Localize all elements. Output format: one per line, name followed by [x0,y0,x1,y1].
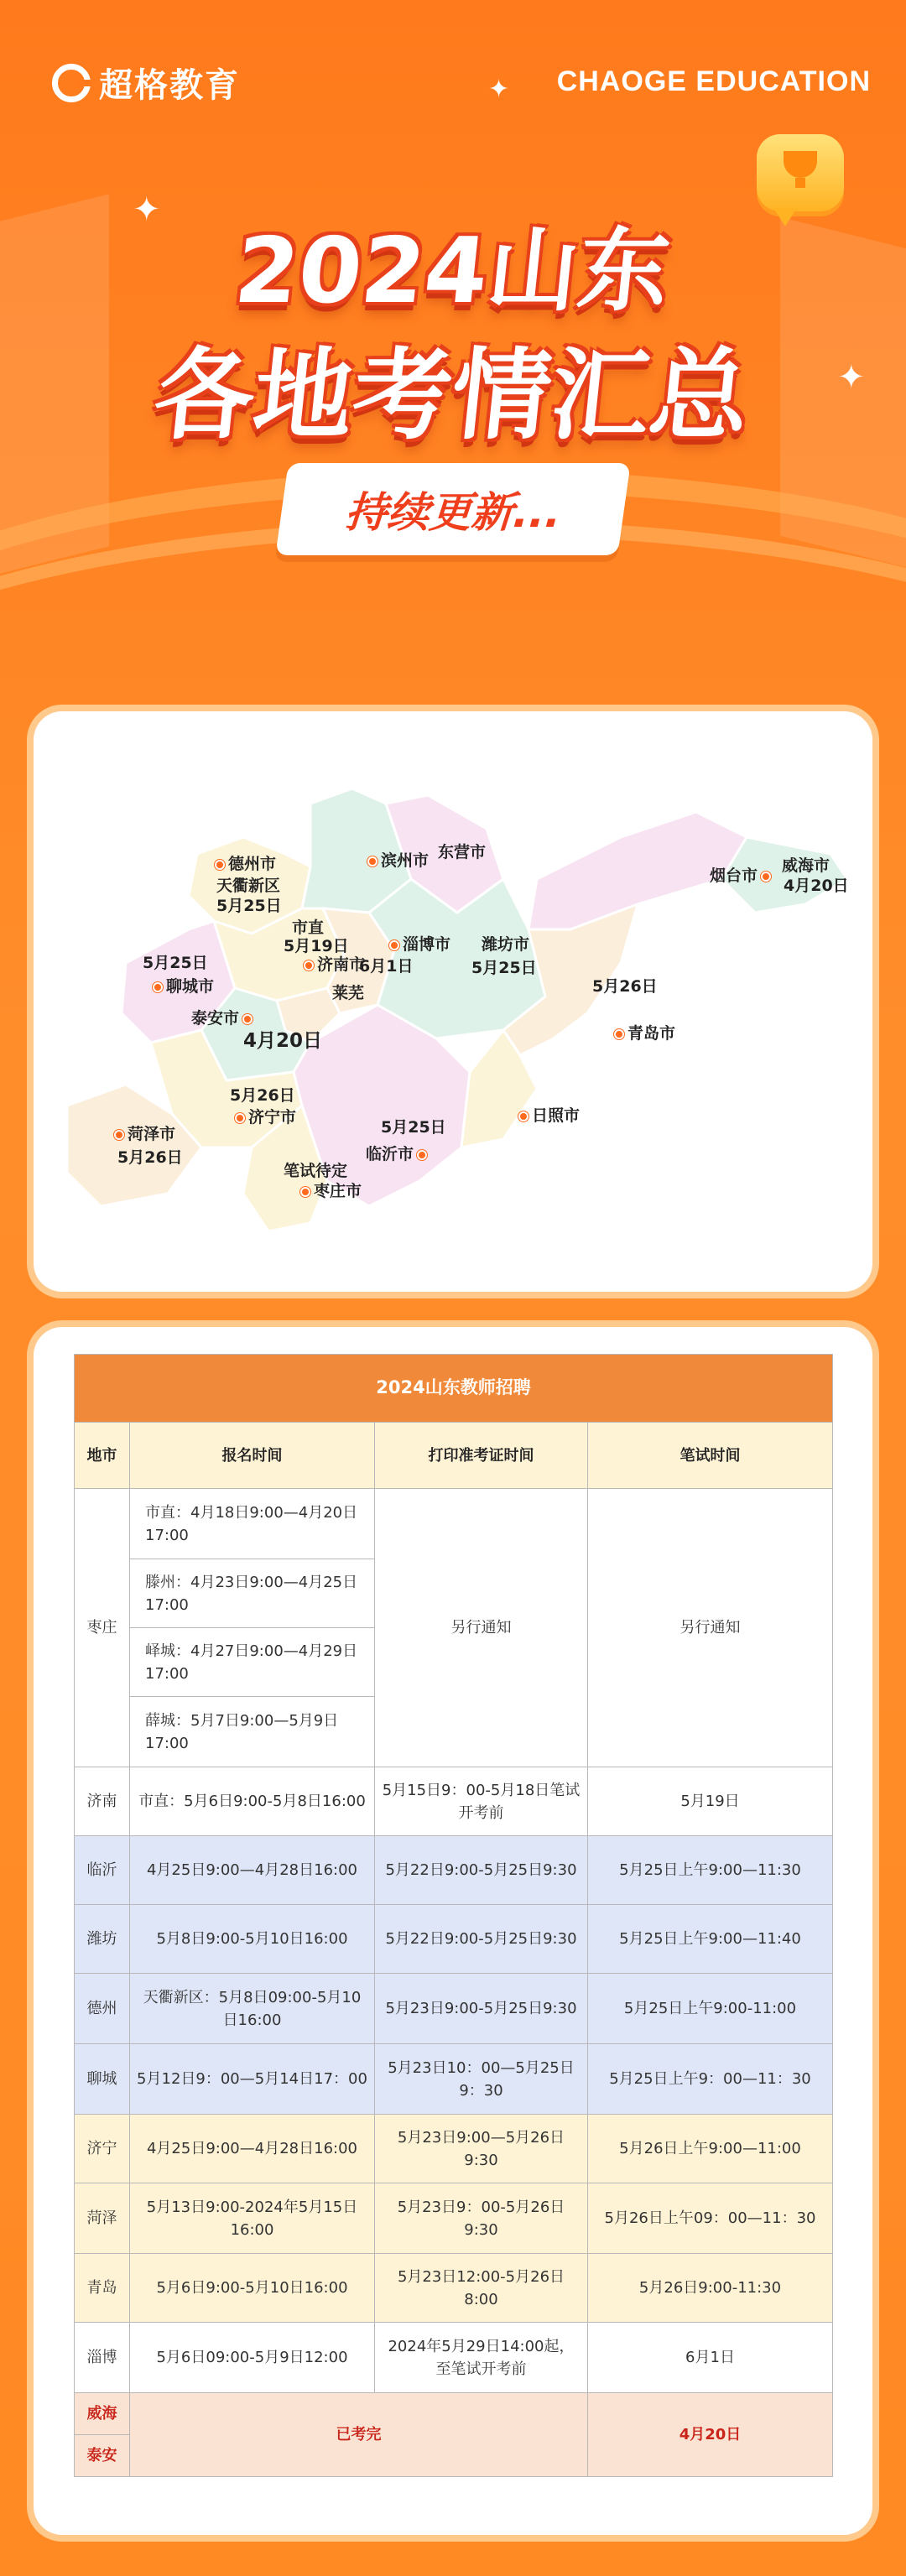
table-row [75,1836,833,1905]
table-title: 2024山东教师招聘 [75,1355,833,1423]
header-exam-time: 笔试时间 [588,1423,833,1489]
cell-city: 聊城 [75,2044,130,2115]
cell-registration: 4月25日9:00—4月28日16:00 [130,1836,375,1905]
cell-city: 菏泽 [75,2183,130,2254]
cell-registration: 峄城：4月27日9:00—4月29日17:00 [130,1628,375,1697]
map-label-qingdao-date: 5月26日 [592,977,658,996]
cell-print-ticket: 5月22日9:00-5月25日9:30 [375,1836,588,1905]
cell-city: 枣庄 [75,1489,130,1767]
cell-print-ticket: 另行通知 [375,1489,588,1767]
table-row [75,1905,833,1974]
map-label-weifang: 潍坊市 [482,935,530,954]
map-label-zaozhuang-note: 笔试待定 [284,1162,348,1180]
cell-print-ticket: 5月15日9：00-5月18日笔试开考前 [375,1767,588,1836]
cell-city: 济宁 [75,2115,130,2183]
map-label-taian: 泰安市 [191,1010,256,1028]
header-city: 地市 [75,1423,130,1489]
map-label-weihai-date: 4月20日 [784,877,849,895]
map-label-tianqu-date: 5月25日 [216,897,282,915]
cell-registration: 天衢新区：5月8日09:00-5月10日16:00 [130,1974,375,2044]
map-label-zibo-date: 6月1日 [359,957,414,976]
cell-print-ticket: 5月23日9:00—5月26日9:30 [375,2115,588,2183]
cell-print-ticket: 5月23日10：00—5月25日9：30 [375,2044,588,2115]
map-label-yantai: 烟台市 [710,867,774,886]
cell-registration: 市直：5月6日9:00-5月8日16:00 [130,1767,375,1836]
table-card [34,1327,872,2535]
map-label-tianqu: 天衢新区 [216,877,281,895]
table-row [75,1489,833,1559]
cell-exam-time: 5月19日 [588,1767,833,1836]
cell-exam-time: 5月26日上午09：00—11：30 [588,2183,833,2254]
cell-exam-time: 5月26日9:00-11:30 [588,2254,833,2323]
cell-city: 德州 [75,1974,130,2044]
sparkle-icon: ✦ [488,75,510,104]
map-label-qingdao: 青岛市 [611,1025,675,1043]
cell-print-ticket: 5月23日9：00-5月26日9:30 [375,2183,588,2254]
cell-city: 威海 [75,2393,130,2435]
map-label-weihai: 威海市 [782,856,830,875]
table-row [75,2044,833,2115]
table-row [75,2183,833,2254]
map-label-shizhi-date: 5月19日 [284,937,349,955]
cell-exam-time: 6月1日 [588,2323,833,2393]
cell-city: 青岛 [75,2254,130,2323]
map-label-dongying: 东营市 [438,843,487,861]
map-label-liaocheng: 聊城市 [149,978,214,997]
map-label-rizhao: 日照市 [515,1107,580,1126]
map-label-linyi: 临沂市 [366,1146,430,1164]
brand-logo [52,59,240,107]
cell-registration: 5月13日9:00-2024年5月15日16:00 [130,2183,375,2254]
cell-city: 济南 [75,1767,130,1836]
table-row [75,2323,833,2393]
cell-status: 已考完 [130,2393,588,2477]
brand-english-name: CHAOGE EDUCATION [556,65,871,97]
map-label-taian-date: 4月20日 [243,1030,323,1052]
cell-exam-time: 5月25日上午9:00-11:00 [588,1974,833,2044]
shandong-map [34,711,872,1292]
map-label-linyi-date: 5月25日 [381,1118,446,1137]
table-row [75,1974,833,2044]
cell-exam-time: 5月25日上午9:00—11:30 [588,1836,833,1905]
brand-name: 超格教育 [99,66,240,105]
cell-city: 临沂 [75,1836,130,1905]
table-row [75,2393,833,2435]
map-label-jining: 济宁市 [232,1109,296,1127]
page-title-line-2: 各地考情汇总 [148,337,756,453]
table-row [75,2115,833,2183]
cell-exam-time: 另行通知 [588,1489,833,1767]
sparkle-icon: ✦ [133,190,161,229]
map-label-zibo: 淄博市 [386,936,450,955]
header-registration: 报名时间 [130,1423,375,1489]
cell-exam-time: 5月25日上午9：00—11：30 [588,2044,833,2115]
map-label-heze: 菏泽市 [111,1126,175,1144]
map-label-binzhou: 滨州市 [364,852,429,871]
cell-city: 淄博 [75,2323,130,2393]
cell-exam-time: 5月25日上午9:00—11:40 [588,1905,833,1974]
update-badge-text: 持续更新... [343,488,563,537]
map-label-shizhi: 市直 [292,919,325,937]
header-banner [0,0,906,688]
cell-registration: 4月25日9:00—4月28日16:00 [130,2115,375,2183]
cell-print-ticket: 5月23日9:00-5月25日9:30 [375,1974,588,2044]
map-label-laiwu: 莱芜 [332,984,365,1002]
map-card [34,711,872,1292]
cell-registration: 滕州：4月23日9:00—4月25日17:00 [130,1559,375,1628]
sparkle-icon: ✦ [837,358,866,397]
page-title-line-1: 2024山东 [230,219,674,324]
cell-registration: 5月6日9:00-5月10日16:00 [130,2254,375,2323]
map-label-jinan: 济南市 [300,956,365,975]
cell-print-ticket: 5月22日9:00-5月25日9:30 [375,1905,588,1974]
cell-exam-time: 5月26日上午9:00—11:00 [588,2115,833,2183]
cell-registration: 市直：4月18日9:00—4月20日17:00 [130,1489,375,1559]
table-row [75,2254,833,2323]
cell-print-ticket: 5月23日12:00-5月26日8:00 [375,2254,588,2323]
map-label-zaozhuang: 枣庄市 [297,1183,362,1201]
map-label-heze-date: 5月26日 [117,1148,183,1167]
cell-registration: 5月8日9:00-5月10日16:00 [130,1905,375,1974]
update-badge [275,463,630,555]
map-label-dezhou: 德州市 [211,856,276,874]
table-row [75,1767,833,1836]
cell-city: 潍坊 [75,1905,130,1974]
header-print-ticket: 打印准考证时间 [375,1423,588,1489]
table-header-row [75,1423,833,1489]
map-label-weifang-date: 5月25日 [471,959,537,977]
map-label-jining-date: 5月26日 [230,1086,295,1105]
cell-registration: 5月6日09:00-5月9日12:00 [130,2323,375,2393]
exam-schedule-table [74,1354,833,2477]
cell-exam-time: 4月20日 [588,2393,833,2477]
cell-print-ticket: 2024年5月29日14:00起，至笔试开考前 [375,2323,588,2393]
cell-city: 泰安 [75,2435,130,2477]
logo-icon [52,64,91,102]
cell-registration: 5月12日9：00—5月14日17：00 [130,2044,375,2115]
map-label-liaocheng-date: 5月25日 [143,954,208,972]
cell-registration: 薛城：5月7日9:00—5月9日17:00 [130,1697,375,1767]
